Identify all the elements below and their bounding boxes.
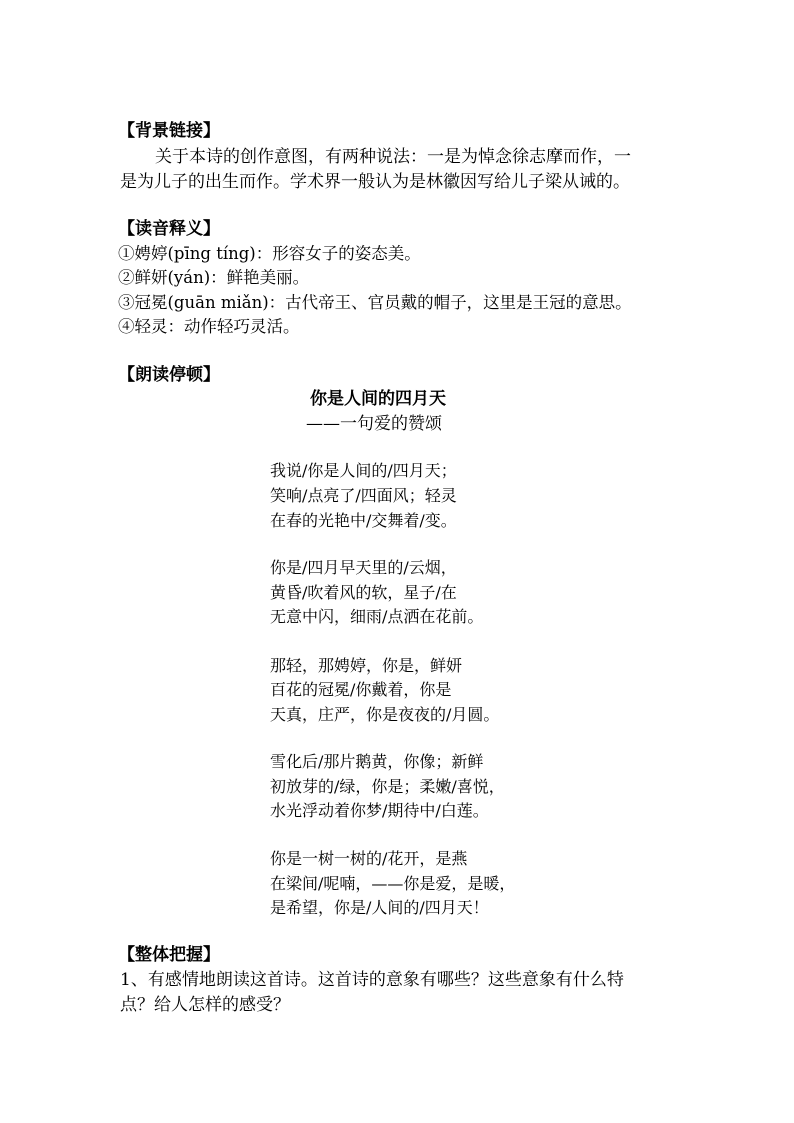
background-paragraph-line-2: 是为儿子的出生而作。学术界一般认为是林徽因写给儿子梁从诫的。 <box>120 172 630 192</box>
pronunciation-item-3: ③冠冕(guān miǎn)：古代帝王、官员戴的帽子，这里是王冠的意思。 <box>118 293 632 312</box>
reading-heading: 【朗读停顿】 <box>118 365 220 385</box>
poem-line: 天真，庄严，你是夜夜的/月圆。 <box>270 705 500 724</box>
background-paragraph-line-1: 关于本诗的创作意图，有两种说法：一是为悼念徐志摩而作，一 <box>155 147 631 167</box>
background-heading: 【背景链接】 <box>118 121 220 141</box>
poem-line: 黄昏/吹着风的软，星子/在 <box>270 583 457 602</box>
poem-line: 无意中闪，细雨/点洒在花前。 <box>270 607 484 626</box>
poem-line: 笑响/点亮了/四面风；轻灵 <box>270 486 457 505</box>
question-1-line-2: 点？给人怎样的感受？ <box>120 995 290 1015</box>
poem-title: 你是人间的四月天 <box>310 389 446 409</box>
poem-line: 在梁间/呢喃，——你是爱，是暖， <box>270 874 516 893</box>
poem-line: 那轻，那娉婷，你是，鲜妍 <box>270 656 463 675</box>
poem-line: 你是/四月早天里的/云烟， <box>270 558 457 577</box>
poem-line: 百花的冠冕/你戴着，你是 <box>270 680 452 699</box>
poem-subtitle: ——一句爱的赞颂 <box>306 414 442 434</box>
poem-line: 在春的光艳中/交舞着/变。 <box>270 511 457 530</box>
poem-line: 初放芽的/绿，你是；柔嫩/喜悦， <box>270 777 505 796</box>
poem-line: 你是一树一树的/花开，是燕 <box>270 849 468 868</box>
pronunciation-item-2: ②鲜妍(yán)：鲜艳美丽。 <box>118 268 310 287</box>
poem-line: 雪化后/那片鹅黄，你像；新鲜 <box>270 752 484 771</box>
poem-line: 是希望，你是/人间的/四月天！ <box>270 898 489 917</box>
question-1-line-1: 1、有感情地朗读这首诗。这首诗的意象有哪些？这些意象有什么特 <box>120 970 624 990</box>
overall-heading: 【整体把握】 <box>118 945 220 965</box>
poem-line: 我说/你是人间的/四月天； <box>270 461 457 480</box>
pronunciation-item-4: ④轻灵：动作轻巧灵活。 <box>118 317 300 336</box>
pronunciation-item-1: ①娉婷(pīng tíng)：形容女子的姿态美。 <box>118 244 421 263</box>
poem-line: 水光浮动着你梦/期待中/白莲。 <box>270 801 489 820</box>
pronunciation-heading: 【读音释义】 <box>118 219 220 239</box>
